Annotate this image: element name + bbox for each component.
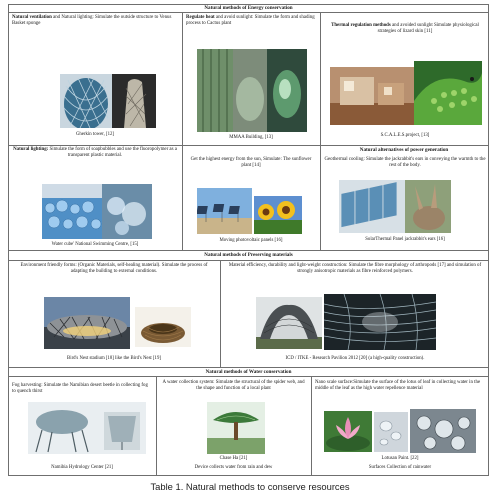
birds-nest-photo — [135, 307, 191, 347]
solar-thermal-panel-photo — [339, 180, 451, 233]
energy-thermal-body: and avoided sunlight Simulate physiological strategies of lizard skin [11] — [377, 23, 479, 34]
section-divider — [8, 12, 489, 13]
table-border-left — [8, 4, 9, 476]
energy-thermal-title: Thermal regulation methods — [331, 23, 391, 28]
power-sunflower-text: Get the highest energy from the sun, Simulate: The sunflower plant [14] — [190, 157, 312, 168]
surfaces-caption: Surfaces Collection of rainwater — [368, 465, 432, 470]
energy-ventilation-title: Natural ventilation — [12, 15, 52, 20]
namibia-hydrology-photo — [28, 402, 146, 454]
preserving-material-text: Material efficiency, durability and light-weight construction: Simulate the fibre morphology of arthropods [17] and simulation of strongly anisotropic materials as fibre reinforced polymers. — [228, 263, 482, 274]
mmaa-caption: MMAA Building, [13] — [229, 135, 273, 140]
energy-heat-body: and avoid sunlight: Simulate the form and shading process to Cactus plant — [186, 15, 315, 26]
energy-ventilation-body: and Natural lighting: Simulate the outside structure to Venus Basket sponge — [12, 15, 172, 26]
section-divider — [8, 260, 489, 261]
section-heading-water: Natural methods of Water conservation — [205, 369, 292, 375]
resource-table — [8, 4, 489, 476]
energy-thermal-text — [324, 23, 486, 35]
device-collects-caption: Device collects water from rain and dew — [194, 465, 273, 470]
table-border-right — [488, 4, 489, 476]
section-divider — [8, 376, 489, 377]
gherkin-tower-photo — [60, 74, 112, 128]
table-border-bottom — [8, 475, 489, 476]
photovoltaic-panels-photo — [197, 188, 252, 234]
energy-heat-title: Regulate heat — [186, 15, 215, 20]
scales-caption: S.C.A.L.E.S.project, [13] — [380, 133, 430, 138]
column-divider — [311, 376, 312, 475]
lighting-text — [12, 147, 178, 159]
chase-ha-caption: Chase Ha [21] — [219, 456, 248, 461]
icd-itke-pavilion-photo — [256, 297, 322, 349]
arthropod-fibre-photo — [324, 294, 436, 350]
row-divider — [8, 250, 489, 251]
water-collection-device-photo — [207, 402, 265, 454]
lighting-body: Simulate the form of soapbubbles and use the fluoropolymer as a transparent plastic material. — [48, 147, 177, 158]
solar-thermal-caption: SolarThermal Panel jackrabbit's ears [16] — [365, 237, 445, 242]
power-geothermal-text: Geothermal cooling: Simulate the jackrabbit's ears in conveying the warmth to the rest of the body. — [324, 157, 486, 168]
energy-heat-text — [186, 15, 316, 27]
birds-nest-caption: Bird's Nest stadium [18] like the Bird's Nest [19] — [67, 356, 161, 361]
column-divider — [182, 145, 183, 250]
lizard-skin-photo — [414, 61, 482, 125]
lotus-flower-photo — [324, 411, 372, 452]
column-divider — [320, 154, 321, 250]
energy-ventilation-text — [12, 15, 178, 27]
water-fog-text: Fog harvesting: Simulate the Namibian desert beetle in collecting fog to quench thirst — [12, 383, 148, 394]
row-divider — [8, 367, 489, 368]
row-divider — [8, 145, 489, 146]
table-caption: Table 1. Natural methods to conserve resources — [150, 481, 350, 492]
water-nano-text: Nano scale surface:Simulate the surface of the lotus of leaf in collecting water in the middle of the leaf as the high water repellence material — [315, 380, 481, 391]
mmaa-building-photo — [197, 49, 307, 132]
preserving-forms-text: Environment friendly forms: (Organic Materials, self-healing material). Simulate the process of adapting the building to external conditions. — [20, 263, 208, 274]
photovoltaic-caption: Moving photovoltaic panels [16] — [219, 238, 283, 243]
scales-project-photo — [330, 67, 414, 125]
section-heading-energy: Natural methods of Energy conservation — [204, 5, 293, 11]
basket-sponge-photo — [112, 74, 156, 128]
lotusan-paint-photo — [374, 412, 408, 452]
section-heading-power: Natural alternatives of power generation — [359, 147, 449, 153]
namibia-caption: Namibia Hydrology Center [21] — [51, 465, 113, 470]
column-divider — [320, 12, 321, 145]
water-cube-caption: Water cube' National Swimming Centre, [15] — [51, 242, 139, 247]
birds-nest-stadium-photo — [44, 297, 130, 349]
sunflower-photo — [254, 196, 302, 234]
rainwater-surface-photo — [410, 409, 476, 453]
gherkin-caption: Gherkin tower, [12] — [75, 132, 115, 137]
lotusan-caption: Lotusan Paint. [22] — [381, 456, 419, 461]
column-divider — [156, 376, 157, 475]
column-divider — [220, 260, 221, 367]
water-cube-photo — [42, 184, 152, 239]
icd-itke-caption: ICD / ITKE - Research Pavilion 2012 [20] (a high-quality construction). — [285, 356, 425, 361]
column-divider — [182, 12, 183, 145]
water-collection-text: A water collection system: Simulate the structural of the spider web, and the shape and function of a local plant — [162, 380, 305, 391]
section-heading-preserving: Natural methods of Preserving materials — [204, 252, 293, 258]
lighting-title: Natural lighting: — [13, 147, 49, 152]
